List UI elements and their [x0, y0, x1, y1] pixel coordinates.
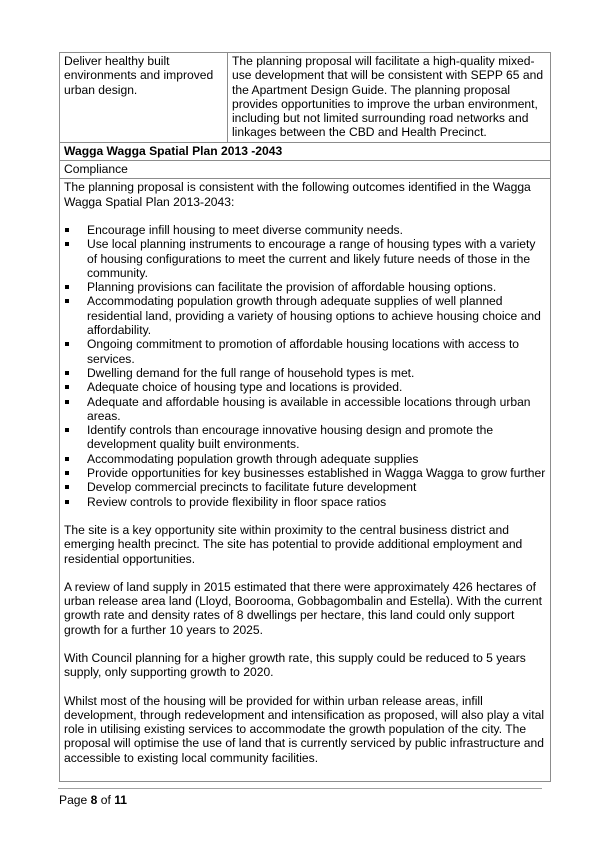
list-item-text: Identify controls than encourage innovative housing design and promote the development quality built environments. [87, 423, 494, 452]
table-row [60, 179, 551, 782]
table-row [60, 161, 551, 179]
list-item [64, 380, 546, 394]
list-item [64, 423, 546, 452]
bullet-icon [65, 371, 69, 375]
bullet-icon [65, 400, 69, 404]
response-cell: The planning proposal will facilitate a high-quality mixed-use development that will be consistent with SEPP 65 and the Apartment Design Guide. The planning proposal provides opportunities to improve the urban environment, including but not limited surrounding road networks and linkages between the CBD and Health Precinct. [228, 53, 551, 143]
page-total: 11 [114, 793, 127, 807]
list-item-text: Develop commercial precincts to facilitate future development [87, 480, 417, 495]
list-item [64, 452, 546, 466]
list-item-text: Adequate and affordable housing is available in accessible locations through urban areas. [87, 394, 531, 423]
list-item-text: Accommodating population growth through adequate supplies of well planned residential land, providing a variety of housing options to achieve housing choice and affordability. [87, 294, 541, 338]
outcome-list [64, 223, 546, 509]
table-row [60, 53, 551, 143]
list-item [64, 237, 546, 280]
page-current: 8 [90, 793, 98, 807]
bullet-icon [65, 228, 69, 232]
list-item-text: Provide opportunities for key businesses established in Wagga Wagga to grow further [87, 466, 546, 481]
bullet-icon [65, 242, 69, 246]
bullet-icon [65, 285, 69, 289]
outcome-cell: Deliver healthy built environments and improved urban design. [60, 53, 228, 143]
list-item [64, 366, 546, 380]
list-item [64, 495, 546, 509]
footer-divider [58, 788, 542, 789]
list-item [64, 337, 546, 366]
page-footer [59, 793, 127, 807]
page-word: Page [59, 793, 88, 807]
body-paragraph: With Council planning for a higher growth rate, this supply could be reduced to 5 years supply, only supporting growth to 2020. [64, 650, 526, 680]
list-item-text: Review controls to provide flexibility in floor space ratios [87, 494, 387, 509]
list-item-text: Ongoing commitment to promotion of affordable housing locations with access to services. [87, 337, 520, 366]
of-word: of [100, 793, 111, 807]
list-item [64, 294, 546, 337]
compliance-body [60, 179, 551, 782]
list-item-text: Planning provisions can facilitate the provision of affordable housing options. [87, 280, 497, 295]
list-item [64, 395, 546, 424]
body-paragraph: A review of land supply in 2015 estimated that there were approximately 426 hectares of urban release area land (Lloyd, Boorooma, Gobbagombalin and Estella). With the current growth rate and density rates of 8 dwellings per hectare, this land could only support growth for a further 10 years to 2025. [64, 579, 542, 637]
content-table [59, 52, 551, 782]
section-title: Wagga Wagga Spatial Plan 2013 -2043 [60, 142, 551, 160]
list-item [64, 223, 546, 237]
list-item [64, 480, 546, 494]
bullet-icon [65, 342, 69, 346]
bullet-icon [65, 385, 69, 389]
list-item-text: Accommodating population growth through adequate supplies [87, 451, 419, 466]
bullet-icon [65, 485, 69, 489]
list-item-text: Use local planning instruments to encourage a range of housing types with a variety of housing configurations to meet the current and likely future needs of those in the community. [87, 237, 536, 280]
list-item [64, 280, 546, 294]
table-row [60, 142, 551, 160]
bullet-icon [65, 457, 69, 461]
bullet-icon [65, 299, 69, 303]
compliance-label: Compliance [60, 161, 551, 179]
bullet-icon [65, 471, 69, 475]
bullet-icon [65, 500, 69, 504]
body-paragraph: The site is a key opportunity site within proximity to the central business district and emerging health precinct. The site has potential to provide additional employment and residential opportunities. [64, 522, 523, 566]
list-item-text: Adequate choice of housing type and locations is provided. [87, 380, 403, 395]
body-paragraph: Whilst most of the housing will be provided for within urban release areas, infill development, through redevelopment and intensification as proposed, will also play a vital role in utilising existing services to accommodate the growth population of the city. The proposal will optimise the use of land that is currently serviced by public infrastructure and accessible to existing local community facilities. [64, 693, 545, 765]
intro-text: The planning proposal is consistent with the following outcomes identified in the Wagga Wagga Spatial Plan 2013-2043: [64, 180, 531, 209]
list-item-text: Dwelling demand for the full range of household types is met. [87, 365, 415, 380]
list-item-text: Encourage infill housing to meet diverse community needs. [87, 222, 403, 237]
list-item [64, 466, 546, 480]
bullet-icon [65, 428, 69, 432]
